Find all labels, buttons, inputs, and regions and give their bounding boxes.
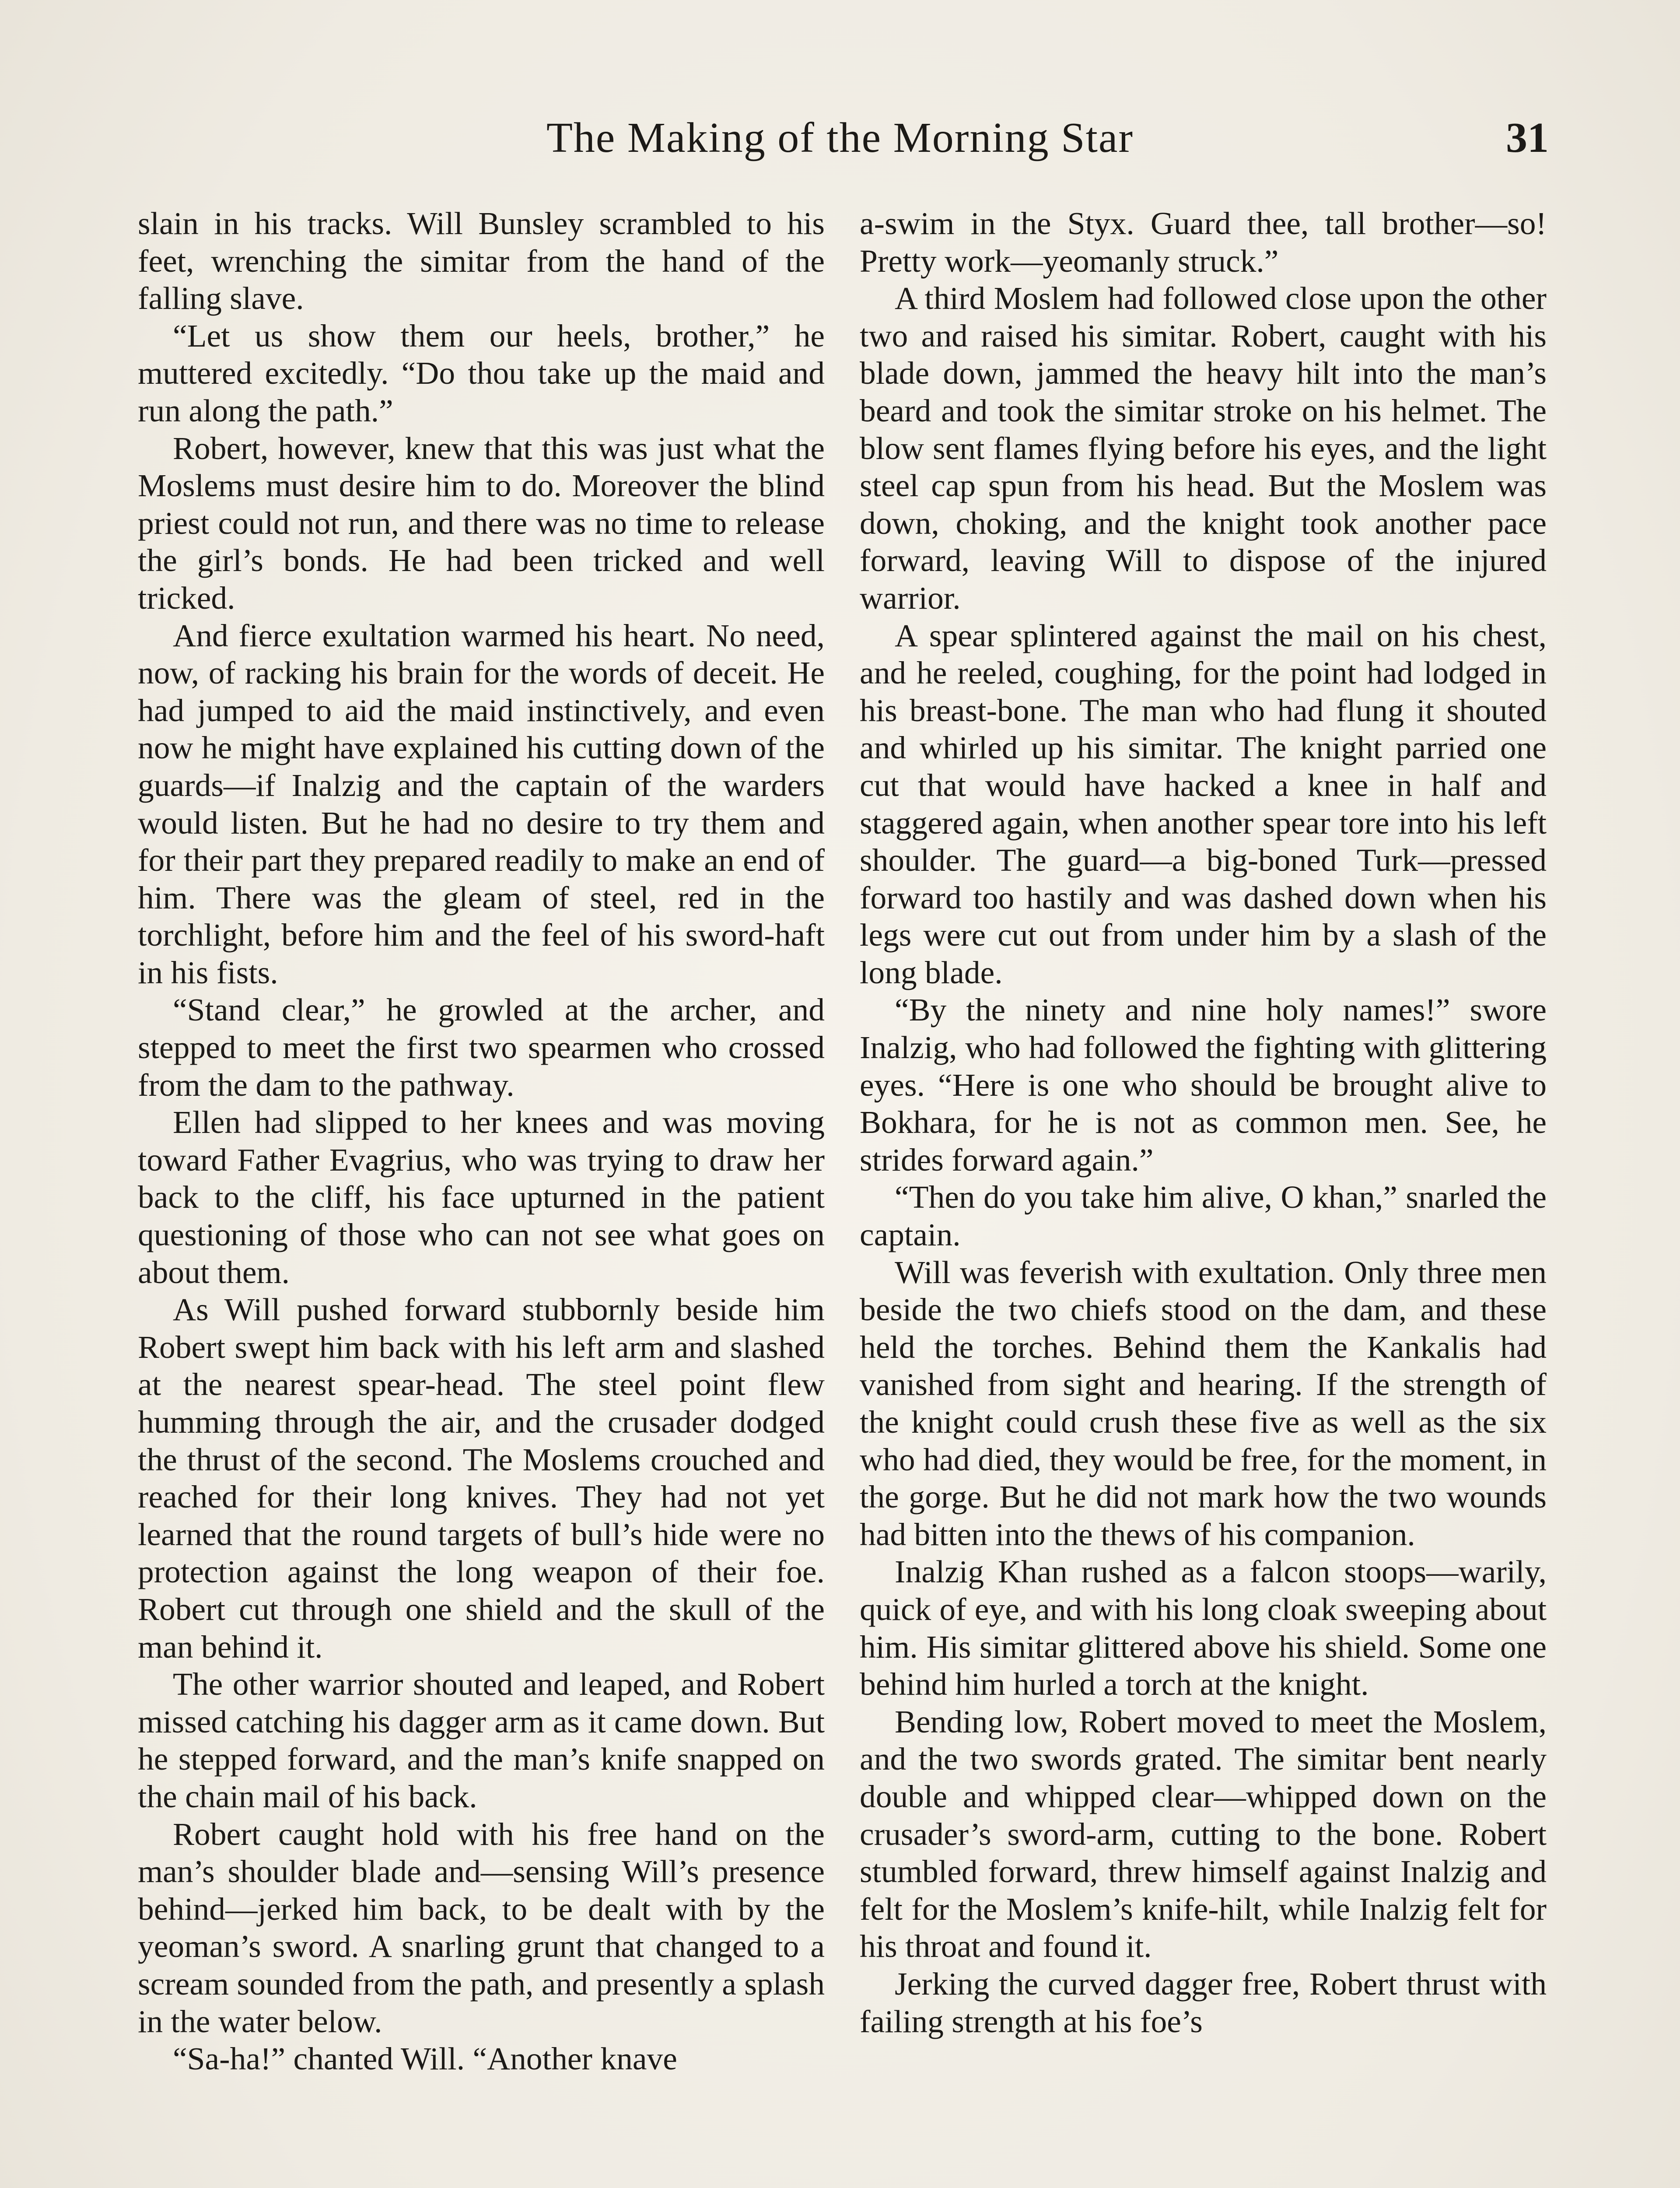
paragraph: slain in his tracks. Will Bunsley scrambled to his feet, wrenching the simitar from the hand of the falling slave. xyxy=(138,206,825,316)
paragraph: And fierce exultation warmed his heart. No need, now, of racking his brain for the words of deceit. He had jumped to aid the maid instinctively, and even now he might have explained his cutting down of the guards—if Inalzig and the captain of the warders would listen. But he had no desire to try them and for their part they prepared readily to make an end of him. There was the gleam of steel, red in the torchlight, before him and the feel of his sword-haft in his fists. xyxy=(138,617,825,990)
paragraph: “Let us show them our heels, brother,” he muttered excitedly. “Do thou take up the maid and run along the path.” xyxy=(138,318,825,428)
paragraph: Robert caught hold with his free hand on the man’s shoulder blade and—sensing Will’s presence behind—jerked him back, to be dealt with by the yeoman’s sword. A snarling grunt that changed to a scream sounded from the path, and presently a splash in the water below. xyxy=(138,1816,825,2039)
paragraph: Robert, however, knew that this was just what the Moslems must desire him to do. Moreover the blind priest could not run, and there was no time to release the girl’s bonds. He had been tricked and well tricked. xyxy=(138,430,825,616)
paragraph: a-swim in the Styx. Guard thee, tall brother—so! Pretty work—yeomanly struck.” xyxy=(860,206,1547,279)
paragraph: As Will pushed forward stubbornly beside him Robert swept him back with his left arm and slashed at the nearest spear-head. The steel point flew humming through the air, and the crusader dodged the thrust of the second. The Moslems crouched and reached for their long knives. They had not yet learned that the round targets of bull’s hide were no protection against the long weapon of their foe. Robert cut through one shield and the skull of the man behind it. xyxy=(138,1292,825,1665)
paragraph: “Stand clear,” he growled at the archer, and stepped to meet the first two spearmen who crossed from the dam to the pathway. xyxy=(138,992,825,1103)
running-head xyxy=(131,109,1549,166)
paragraph: A third Moslem had followed close upon the other two and raised his simitar. Robert, caught with his blade down, jammed the heavy hilt into the man’s beard and took the simitar stroke on his helmet. The blow sent flames flying before his eyes, and the light steel cap spun from his head. But the Moslem was down, choking, and the knight took another pace forward, leaving Will to dispose of the injured warrior. xyxy=(860,281,1547,616)
paragraph: Jerking the curved dagger free, Robert thrust with failing strength at his foe’s xyxy=(860,1966,1547,2039)
left-column xyxy=(138,205,825,2078)
paragraph: “Sa-ha!” chanted Will. “Another knave xyxy=(173,2041,677,2077)
page-number: 31 xyxy=(1506,114,1549,161)
right-column xyxy=(860,205,1547,2040)
running-title: The Making of the Morning Star xyxy=(546,114,1134,161)
paragraph: “Then do you take him alive, O khan,” snarled the captain. xyxy=(860,1179,1547,1253)
paragraph: A spear splintered against the mail on his chest, and he reeled, coughing, for the point had lodged in his breast-bone. The man who had flung it shouted and whirled up his simitar. The knight parried one cut that would have hacked a knee in half and staggered again, when another spear tore into his left shoulder. The guard—a big-boned Turk—pressed forward too hastily and was dashed down when his legs were cut out from under him by a slash of the long blade. xyxy=(860,617,1547,990)
paragraph: Will was feverish with exultation. Only three men beside the two chiefs stood on the dam, and these held the torches. Behind them the Kankalis had vanished from sight and hearing. If the strength of the knight could crush these five as well as the six who had died, they would be free, for the moment, in the gorge. But he did not mark how the two wounds had bitten into the thews of his companion. xyxy=(860,1254,1547,1552)
paragraph: “By the ninety and nine holy names!” swore Inalzig, who had followed the fighting with glittering eyes. “Here is one who should be brought alive to Bokhara, for he is not as common men. See, he strides forward again.” xyxy=(860,992,1547,1178)
paragraph: Inalzig Khan rushed as a falcon stoops—warily, quick of eye, and with his long cloak sweeping about him. His simitar glittered above his shield. Some one behind him hurled a torch at the knight. xyxy=(860,1554,1547,1702)
paragraph: Bending low, Robert moved to meet the Moslem, and the two swords grated. The simitar bent nearly double and whipped clear—whipped down on the crusader’s sword-arm, cutting to the bone. Robert stumbled forward, threw himself against Inalzig and felt for the Moslem’s knife-hilt, while Inalzig felt for his throat and found it. xyxy=(860,1704,1547,1964)
paragraph: Ellen had slipped to her knees and was moving toward Father Evagrius, who was trying to draw her back to the cliff, his face upturned in the patient questioning of those who can not see what goes on about them. xyxy=(138,1105,825,1290)
paragraph: The other warrior shouted and leaped, and Robert missed catching his dagger arm as it came down. But he stepped forward, and the man’s knife snapped on the chain mail of his back. xyxy=(138,1666,825,1814)
